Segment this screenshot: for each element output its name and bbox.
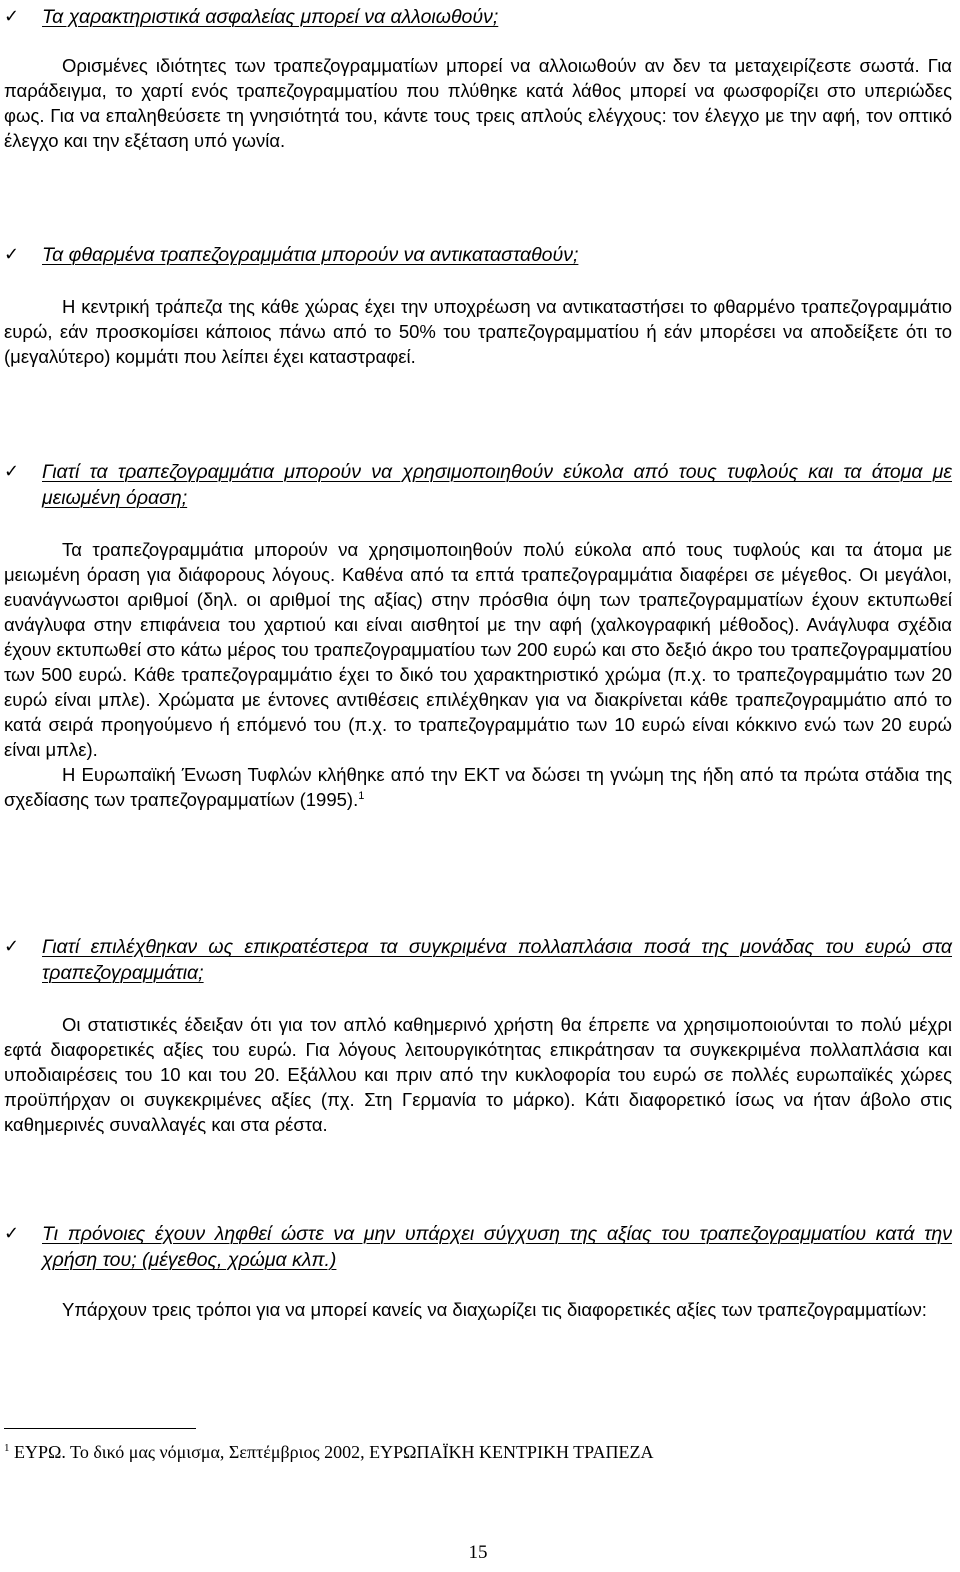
answer-paragraph (4, 762, 952, 812)
section-visually-impaired (4, 459, 952, 812)
answer-paragraph: Τα τραπεζογραμμάτια μπορούν να χρησιμοποιηθούν πολύ εύκολα από τους τυφλούς και τα άτομα με μειωμένη όραση για διάφορους λόγους. Καθένα από τα επτά τραπεζογραμμάτια διαφέρει σε μέγεθος. Οι μεγάλοι, ευανάγνωστοι αριθμοί (δηλ. οι αριθμοί της αξίας) στην πρόσθια όψη των τραπεζογραμματίων έχουν εκτυπωθεί ανάγλυφα στην επιφάνεια του χαρτιού και είναι αισθητοί με την αφή (χαλκογραφική μέθοδος). Ανάγλυφα σχέδια έχουν εκτυπωθεί στο κάτω μέρος του τραπεζογραμματίου των 200 ευρώ και στο δεξιό άκρο του τραπεζογραμματίου των 500 ευρώ. Κάθε τραπεζογραμμάτιο έχει το δικό του χαρακτηριστικό χρώμα (π.χ. το τραπεζογραμμάτιο των 20 ευρώ είναι μπλε). Χρώματα με έντονες αντιθέσεις επιλέχθηκαν για να διακρίνεται κάθε τραπεζογραμμάτιο από το κατά σειρά προηγούμενο ή επόμενό του (π.χ. το τραπεζογραμμάτιο των 10 ευρώ είναι κόκκινο ενώ των 20 ευρώ είναι μπλε). (4, 539, 952, 760)
checkmark-icon: ✓ (4, 461, 20, 482)
section-denominations (4, 934, 952, 1137)
question-text: Γιατί επιλέχθηκαν ως επικρατέστερα τα συγκριμένα πολλαπλάσια ποσά της μονάδας του ευρώ στα τραπεζογραμμάτια; (42, 936, 952, 984)
question-heading (4, 1221, 952, 1273)
question-heading (4, 459, 952, 511)
footnote-number: 1 (4, 1442, 10, 1454)
section-security-features (4, 4, 952, 153)
question-text: Γιατί τα τραπεζογραμμάτια μπορούν να χρησιμοποιηθούν εύκολα από τους τυφλούς και τα άτομα με μειωμένη όραση; (42, 461, 952, 509)
question-heading (4, 934, 952, 986)
checkmark-icon: ✓ (4, 936, 20, 957)
question-heading (4, 4, 952, 30)
footnote (4, 1440, 654, 1464)
question-text: Τα χαρακτηριστικά ασφαλείας μπορεί να αλλοιωθούν; (42, 6, 499, 28)
question-heading (4, 242, 952, 268)
checkmark-icon: ✓ (4, 1223, 20, 1244)
footnote-divider (4, 1428, 196, 1429)
answer-paragraph: Οι στατιστικές έδειξαν ότι για τον απλό καθημερινό χρήστη θα έπρεπε να χρησιμοποιούνται το πολύ μέχρι εφτά διαφορετικές αξίες του ευρώ. Για λόγους λειτουργικότητας επικράτησαν τα συγκεκριμένα πολλαπλάσια και υποδιαιρέσεις του 10 και του 20. Εξάλλου και πριν από την κυκλοφορία του ευρώ σε πολλές ευρωπαϊκές χώρες προϋπήρχαν οι συγκεκριμένες αξίες (πχ. Στη Γερμανία το μάρκο). Κάτι διαφορετικό ίσως να ήταν άβολο στις καθημερινές συναλλαγές και στα ρέστα. (4, 1014, 952, 1135)
answer-paragraph: Υπάρχουν τρεις τρόποι για να μπορεί κανείς να διαχωρίζει τις διαφορετικές αξίες των τραπεζογραμματίων: (62, 1299, 927, 1320)
question-text: Τι πρόνοιες έχουν ληφθεί ώστε να μην υπάρχει σύγχυση της αξίας του τραπεζογραμματίου κατά την χρήση του; (μέγεθος, χρώμα κλπ.) (42, 1223, 952, 1271)
section-worn-banknotes (4, 242, 952, 369)
checkmark-icon: ✓ (4, 244, 20, 265)
footnote-reference: 1 (358, 789, 365, 802)
answer-paragraph: Ορισμένες ιδιότητες των τραπεζογραμματίων μπορεί να αλλοιωθούν αν δεν τα μεταχειρίζεστε σωστά. Για παράδειγμα, το χαρτί ενός τραπεζογραμματίου που πλύθηκε κατά λάθος μπορεί να φωσφορίζει στο υπεριώδες φως. Για να επαληθεύσετε τη γνησιότητά του, κάντε τους τρεις απλούς ελέγχους: τον έλεγχο με την αφή, τον οπτικό έλεγχο και την εξέταση υπό γωνία. (4, 55, 952, 151)
answer-paragraph: Η κεντρική τράπεζα της κάθε χώρας έχει την υποχρέωση να αντικαταστήσει το φθαρμένο τραπεζογραμμάτιο ευρώ, εάν προσκομίσει κάποιος πάνω από το 50% του τραπεζογραμματίου ή εάν μπορέσει να αποδείξετε ότι το (μεγαλύτερο) κομμάτι που λείπει έχει καταστραφεί. (4, 296, 952, 367)
question-text: Τα φθαρμένα τραπεζογραμμάτια μπορούν να αντικατασταθούν; (42, 244, 579, 266)
footnote-text: ΕΥΡΩ. Το δικό μας νόμισμα, Σεπτέμβριος 2002, ΕΥΡΩΠΑΪΚΗ ΚΕΝΤΡΙΚΗ ΤΡΑΠΕΖΑ (14, 1442, 654, 1462)
answer-paragraph-text: Η Ευρωπαϊκή Ένωση Τυφλών κλήθηκε από την ΕΚΤ να δώσει τη γνώμη της ήδη από τα πρώτα στάδια της σχεδίασης των τραπεζογραμματίων (1995). (4, 764, 952, 810)
page-number: 15 (468, 1542, 488, 1563)
section-confusion-prevention (4, 1221, 952, 1322)
checkmark-icon: ✓ (4, 6, 20, 27)
